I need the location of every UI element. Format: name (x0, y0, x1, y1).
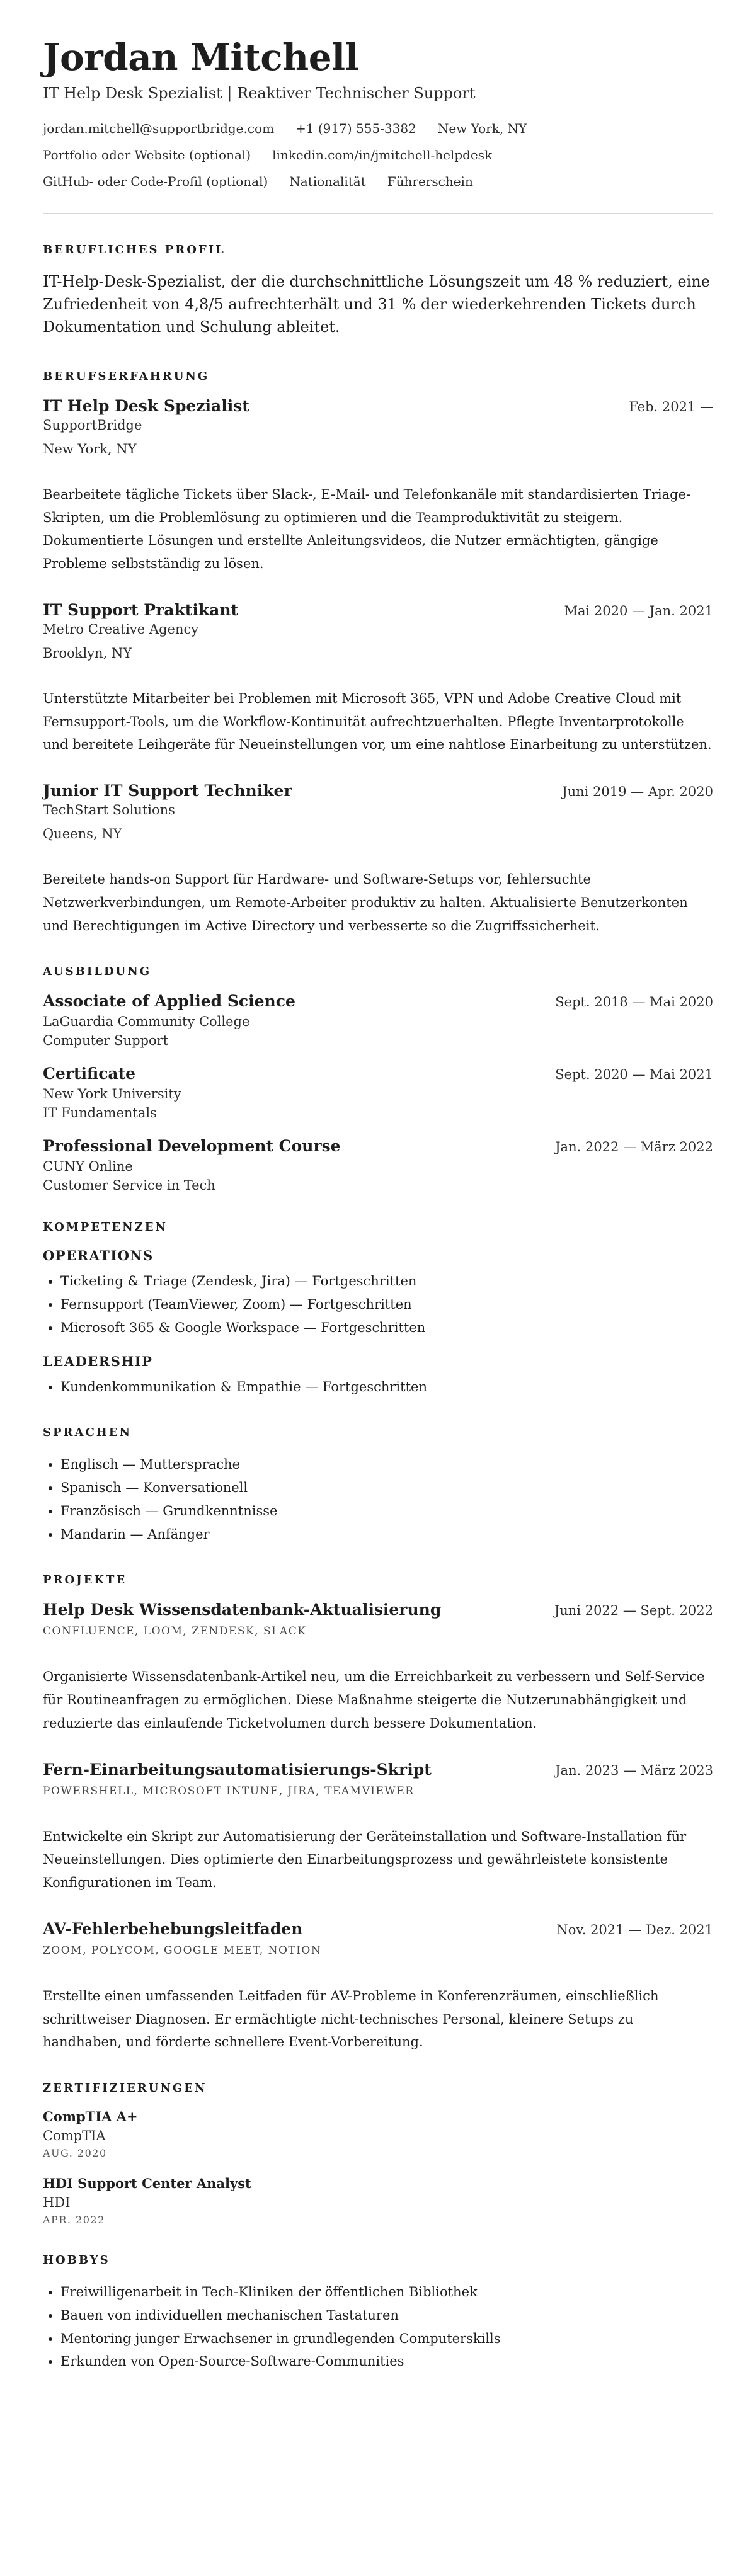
language-item: • Mandarin — Anfänger (60, 1523, 713, 1546)
profile-summary: IT-Help-Desk-Spezialist, der die durchschnittliche Lösungszeit um 48 % reduziert, eine Zufriedenheit von 4,8/5 aufrechterhält und 31 % der wiederkehrenden Tickets durch Dokumentation und Schulung ableitet. (43, 272, 710, 336)
job-location: New York, NY (43, 441, 137, 457)
edu-school: LaGuardia Community College (43, 1014, 250, 1030)
project-tags: CONFLUENCE, LOOM, ZENDESK, SLACK (43, 1625, 307, 1638)
job-description: Bearbeitete tägliche Tickets über Slack-, E-Mail- und Telefonkanäle mit standardisierten Triage-Skripten, um die Problemlösung zu optimieren und die Teamproduktivität zu steigern. Dokumentierte Lösungen und erstellte Anleitungsvideos, die Nutzer ermächtigten, gängige Probleme selbstständig zu lösen. (43, 486, 691, 572)
profile-heading: BERUFLICHES PROFIL (43, 242, 226, 256)
skill-item: • Kundenkommunikation & Empathie — Fortgeschritten (60, 1376, 713, 1399)
cert-name: CompTIA A+ (43, 2109, 138, 2125)
edu-field: Computer Support (43, 1033, 169, 1049)
hobby-item: • Erkunden von Open-Source-Software-Communities (60, 2350, 713, 2373)
cert-date: APR. 2022 (43, 2214, 105, 2226)
contact-phone[interactable]: +1 (917) 555-3382 (295, 120, 416, 136)
contact-license: Führerschein (387, 173, 473, 189)
project-entry (43, 1760, 713, 1895)
project-description: Erstellte einen umfassenden Leitfaden für AV-Probleme in Konferenzräumen, einschließlich schrittweiser Diagnosen. Er ermächtigte nicht-technisches Personal, kleinere Setups zu handhaben, und förderte schnellere Event-Vorbereitung. (43, 1988, 659, 2050)
experience-heading: BERUFSERFAHRUNG (43, 369, 210, 383)
job-company: TechStart Solutions (43, 802, 175, 818)
languages-heading: SPRACHEN (43, 1426, 132, 1440)
project-date: Nov. 2021 — Dez. 2021 (556, 1922, 713, 1937)
language-item: • Englisch — Muttersprache (60, 1453, 713, 1476)
job-role: Junior IT Support Techniker (43, 782, 292, 801)
skill-list (43, 1376, 713, 1399)
projects-section (43, 1573, 713, 2054)
profile-section (43, 243, 713, 338)
skill-category: OPERATIONS (43, 1248, 154, 1264)
job-description: Unterstützte Mitarbeiter bei Problemen mit Microsoft 365, VPN und Adobe Creative Cloud mit Fernsupport-Tools, um die Workflow-Kontinuität aufrechtzuerhalten. Pflegte Inventarprotokolle und bereitete Leihgeräte für Neueinstellungen vor, um eine nahtlose Einarbeitung zu unterstützen. (43, 690, 712, 753)
education-entry (43, 1064, 713, 1120)
cert-name: HDI Support Center Analyst (43, 2175, 251, 2192)
skill-item: • Ticketing & Triage (Zendesk, Jira) — Fortgeschritten (60, 1270, 713, 1293)
hobby-item: • Freiwilligenarbeit in Tech-Kliniken der öffentlichen Bibliothek (60, 2281, 713, 2304)
edu-date: Sept. 2018 — Mai 2020 (555, 994, 713, 1010)
education-entry (43, 1137, 713, 1193)
job-date: Feb. 2021 — (629, 399, 713, 414)
project-name: Fern-Einarbeitungsautomatisierungs-Skript (43, 1760, 432, 1779)
certification-entry (43, 2175, 713, 2226)
languages-section (43, 1426, 713, 1546)
edu-field: IT Fundamentals (43, 1105, 157, 1121)
edu-date: Sept. 2020 — Mai 2021 (555, 1067, 713, 1083)
hobby-item: • Bauen von individuellen mechanischen Tastaturen (60, 2304, 713, 2327)
job-company: Metro Creative Agency (43, 621, 199, 637)
project-description: Organisierte Wissensdatenbank-Artikel neu, um die Erreichbarkeit zu verbessern und Self-Service für Routineanfragen zu ermöglichen. Diese Maßnahme steigerte die Nutzerunabhängigkeit und reduzierte das einlaufende Ticketvolumen durch bessere Dokumentation. (43, 1669, 705, 1731)
hobby-item: • Mentoring junger Erwachsener in grundlegenden Computerskills (60, 2327, 713, 2351)
job-location: Brooklyn, NY (43, 645, 132, 661)
certification-entry (43, 2109, 713, 2159)
cert-issuer: CompTIA (43, 2128, 106, 2144)
education-section (43, 965, 713, 1193)
skills-section (43, 1221, 713, 1398)
edu-school: CUNY Online (43, 1159, 133, 1175)
edu-school: New York University (43, 1086, 181, 1102)
language-item: • Spanisch — Konversationell (60, 1476, 713, 1500)
job-date: Juni 2019 — Apr. 2020 (562, 784, 713, 800)
project-tags: POWERSHELL, MICROSOFT INTUNE, JIRA, TEAMVIEWER (43, 1784, 415, 1798)
edu-degree: Professional Development Course (43, 1137, 341, 1156)
contact-row-3 (43, 174, 713, 189)
skill-list (43, 1270, 713, 1339)
education-heading: AUSBILDUNG (43, 965, 152, 979)
job-role: IT Support Praktikant (43, 600, 239, 619)
resume-header (43, 38, 713, 189)
experience-entry (43, 601, 713, 756)
experience-entry (43, 397, 713, 576)
headline: IT Help Desk Spezialist | Reaktiver Technischer Support (43, 84, 476, 102)
contact-row-1 (43, 121, 713, 136)
contact-linkedin[interactable]: linkedin.com/in/jmitchell-helpdesk (272, 147, 493, 162)
cert-date: AUG. 2020 (43, 2147, 107, 2160)
candidate-name: Jordan Mitchell (43, 36, 359, 79)
project-date: Jan. 2023 — März 2023 (555, 1762, 713, 1778)
project-entry (43, 1600, 713, 1735)
edu-date: Jan. 2022 — März 2022 (555, 1139, 713, 1155)
edu-field: Customer Service in Tech (43, 1178, 215, 1194)
skills-heading: KOMPETENZEN (43, 1221, 168, 1234)
job-description: Bereitete hands-on Support für Hardware- und Software-Setups vor, fehlersuchte Netzwerkverbindungen, um Remote-Arbeiter produktiv zu halten. Aktualisierte Benutzerkonten und Berechtigungen im Active Directory und verbesserte so die Zugriffssicherheit. (43, 872, 688, 933)
contact-row-2 (43, 147, 713, 162)
skill-category: LEADERSHIP (43, 1353, 153, 1369)
header-divider (43, 213, 713, 214)
language-item: • Französisch — Grundkenntnisse (60, 1500, 713, 1523)
skill-item: • Microsoft 365 & Google Workspace — Fortgeschritten (60, 1316, 713, 1340)
experience-section (43, 370, 713, 938)
project-description: Entwickelte ein Skript zur Automatisierung der Geräteinstallation und Software-Installation für Neueinstellungen. Dies optimierte den Einarbeitungsprozess und gewährleistete konsistente Konfigurationen im Team. (43, 1828, 687, 1891)
edu-degree: Associate of Applied Science (43, 992, 295, 1011)
experience-entry (43, 782, 713, 937)
project-entry (43, 1920, 713, 2054)
project-tags: ZOOM, POLYCOM, GOOGLE MEET, NOTION (43, 1944, 322, 1957)
projects-heading: PROJEKTE (43, 1573, 127, 1587)
edu-degree: Certificate (43, 1064, 136, 1083)
contact-location: New York, NY (437, 120, 527, 136)
project-date: Juni 2022 — Sept. 2022 (554, 1603, 713, 1619)
project-name: Help Desk Wissensdatenbank-Aktualisierung (43, 1600, 442, 1619)
job-role: IT Help Desk Spezialist (43, 396, 249, 415)
hobbies-section (43, 2254, 713, 2373)
cert-issuer: HDI (43, 2195, 71, 2211)
contact-nationality: Nationalität (289, 173, 366, 189)
job-company: SupportBridge (43, 417, 142, 433)
contact-email[interactable]: jordan.mitchell@supportbridge.com (43, 120, 275, 136)
hobbies-heading: HOBBYS (43, 2254, 110, 2267)
skill-item: • Fernsupport (TeamViewer, Zoom) — Fortgeschritten (60, 1293, 713, 1316)
certifications-section (43, 2082, 713, 2226)
education-entry (43, 992, 713, 1048)
project-name: AV-Fehlerbehebungsleitfaden (43, 1919, 303, 1938)
contact-portfolio[interactable]: Portfolio oder Website (optional) (43, 147, 251, 162)
hobby-list (43, 2281, 713, 2373)
contact-github[interactable]: GitHub- oder Code-Profil (optional) (43, 173, 268, 189)
language-list (43, 1453, 713, 1546)
job-date: Mai 2020 — Jan. 2021 (564, 603, 713, 618)
certifications-heading: ZERTIFIZIERUNGEN (43, 2082, 207, 2095)
job-location: Queens, NY (43, 826, 122, 842)
